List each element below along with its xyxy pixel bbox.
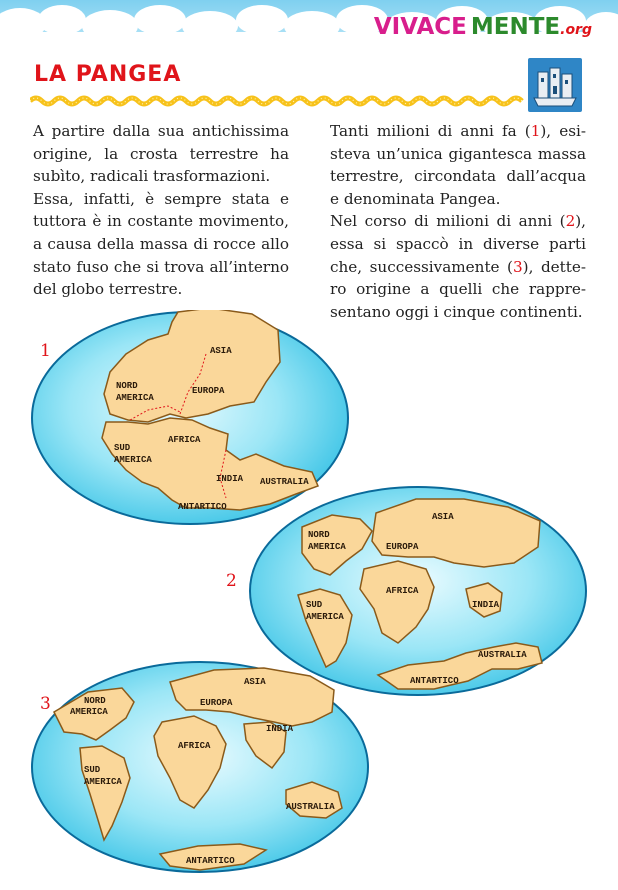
land-eurasia <box>372 499 540 567</box>
label-antartico: ANTARTICO <box>186 856 235 866</box>
label-australia: AUSTRALIA <box>286 802 335 812</box>
label-antartico: ANTARTICO <box>178 502 227 512</box>
paragraph-split <box>330 210 586 323</box>
map-number-3: 3 <box>40 694 51 714</box>
logo-part-org: .org <box>560 22 592 38</box>
text-column-right <box>330 120 586 323</box>
text-column-left <box>33 120 289 301</box>
text-fragment: ), dettero origine a quelli che rappresentano oggi i cinque continenti. <box>330 257 586 321</box>
label-africa: AFRICA <box>178 741 211 751</box>
label-asia: ASIA <box>210 346 232 356</box>
text-fragment: ), esisteva un’unica gigantesca massa terrestre, circondata dall’acqua e denominata Pangea. <box>330 122 586 208</box>
title-underline-wave <box>30 94 524 108</box>
label-india: INDIA <box>266 724 294 734</box>
label-australia: AUSTRALIA <box>478 650 527 660</box>
label-asia: ASIA <box>432 512 454 522</box>
map-today <box>30 660 370 874</box>
label-nord: NORD <box>84 696 106 706</box>
label-america: AMERICA <box>116 393 154 403</box>
paragraph-origin: A partire dalla sua antichissima origine, la crosta terrestre ha subìto, radicali trasformazioni. <box>33 122 289 186</box>
label-india: INDIA <box>216 474 244 484</box>
text-fragment: Nel corso di milioni di anni ( <box>330 212 566 231</box>
site-logo[interactable] <box>374 14 592 40</box>
castle-icon <box>528 58 582 112</box>
label-europa: EUROPA <box>200 698 233 708</box>
paragraph-pangea <box>330 120 586 210</box>
label-india: INDIA <box>472 600 500 610</box>
label-sud: SUD <box>84 765 101 775</box>
map-number-2: 2 <box>226 571 237 591</box>
label-antartico: ANTARTICO <box>410 676 459 686</box>
label-europa: EUROPA <box>192 386 225 396</box>
map-number-1: 1 <box>40 341 51 361</box>
label-africa: AFRICA <box>386 586 419 596</box>
figure-ref-1: 1 <box>530 122 541 140</box>
label-nord: NORD <box>308 530 330 540</box>
label-nord: NORD <box>116 381 138 391</box>
figure-ref-3: 3 <box>513 257 523 276</box>
label-america: AMERICA <box>308 542 346 552</box>
label-africa: AFRICA <box>168 435 201 445</box>
label-australia: AUSTRALIA <box>260 477 309 487</box>
label-america: AMERICA <box>306 612 344 622</box>
label-europa: EUROPA <box>386 542 419 552</box>
label-asia: ASIA <box>244 677 266 687</box>
label-sud: SUD <box>114 443 131 453</box>
label-sud: SUD <box>306 600 323 610</box>
paragraph-movement: Essa, infatti, è sempre stata e tuttora è in costante movimento, a causa della massa di rocce allo stato fuso che si trova all’interno del globo terrestre. <box>33 189 289 299</box>
label-america: AMERICA <box>84 777 122 787</box>
logo-part-mente: MENTE <box>470 14 561 40</box>
text-fragment: ), essa si spaccò in diverse parti che, successivamente ( <box>330 212 586 276</box>
figure-ref-2: 2 <box>565 212 576 231</box>
label-america: AMERICA <box>70 707 108 717</box>
page-title: LA PANGEA <box>34 62 182 87</box>
text-fragment: Tanti milioni di anni fa ( <box>330 122 531 140</box>
logo-part-vivace: VIVACE <box>373 14 467 40</box>
label-america: AMERICA <box>114 455 152 465</box>
